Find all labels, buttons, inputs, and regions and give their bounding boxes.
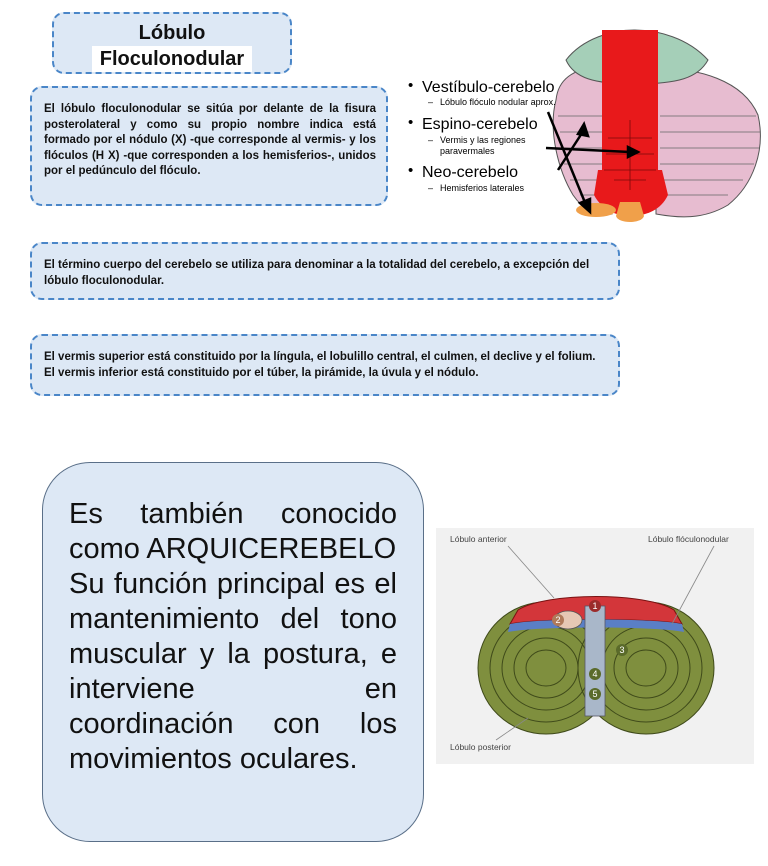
vermis-note-box (30, 334, 620, 396)
cerebellum-diagram (398, 20, 768, 230)
anatomy-figure (436, 528, 754, 764)
label-posterior: Lóbulo posterior (450, 742, 511, 752)
arqui-line-4: mantenimiento del tono (69, 603, 397, 635)
svg-text:•: • (408, 162, 414, 179)
label-flocculonodular: Lóbulo flóculonodular (648, 534, 729, 544)
description-box (30, 86, 388, 206)
legend-espino-title: Espino-cerebelo (422, 116, 538, 133)
legend-neo-title: Neo-cerebelo (422, 164, 519, 181)
figure-number-5: 5 (592, 689, 598, 699)
legend-vestibulo-title: Vestíbulo-cerebelo (422, 79, 555, 96)
arqui-line-2: como ARQUICEREBELO (69, 533, 397, 565)
figure-number-4: 4 (592, 669, 598, 679)
arquicerebelo-box (42, 462, 424, 842)
hemisphere-right (656, 68, 760, 217)
figure-number-1: 1 (592, 601, 598, 611)
arqui-line-6: interviene en (69, 673, 397, 705)
title-line-2: Floculonodular (92, 46, 252, 72)
svg-text:–: – (428, 183, 434, 193)
title-box (52, 12, 292, 74)
nodulus (616, 202, 644, 222)
legend-espino-sub1: Vermis y las regiones (440, 135, 526, 145)
body-note-text: El término cuerpo del cerebelo se utiliza para denominar a la totalidad del cerebelo, a excepción del lóbulo floculonodular. (44, 259, 590, 287)
svg-text:–: – (428, 97, 434, 107)
legend-espino-sub2: paravermales (440, 146, 495, 156)
arqui-line-3: Su función principal es el (69, 568, 397, 600)
arqui-line-7: coordinación con los (69, 708, 397, 740)
description-text: El lóbulo floculonodular se sitúa por delante de la fisura posterolateral y como su propio nombre indica está formado por el nódulo (X) -que corresponde al vermis- y los flóculos (H X) -que corresponden a los hemisferios-, unidos por el pedúnculo del flóculo. (44, 103, 376, 177)
svg-text:–: – (428, 135, 434, 145)
arqui-line-8: movimientos oculares. (69, 743, 358, 775)
svg-text:•: • (408, 77, 414, 94)
label-anterior: Lóbulo anterior (450, 534, 507, 544)
arqui-line-5: muscular y la postura, e (69, 638, 397, 670)
figure-number-2: 2 (555, 615, 561, 625)
arqui-line-1: Es también conocido (69, 498, 397, 530)
body-note-box (30, 242, 620, 300)
svg-text:•: • (408, 114, 414, 131)
legend-neo-sub: Hemisferios laterales (440, 183, 525, 193)
title-line-1: Lóbulo (138, 22, 206, 44)
vermis-note-text: El vermis superior está constituido por la língula, el lobulillo central, el culmen, el declive y el folium. El vermis inferior está constituido por el túber, la pirámide, la úvula y el nódulo. (44, 351, 596, 379)
legend-vestibulo-sub: Lóbulo flóculo nodular aprox. (440, 97, 556, 107)
figure-number-3: 3 (619, 645, 625, 655)
